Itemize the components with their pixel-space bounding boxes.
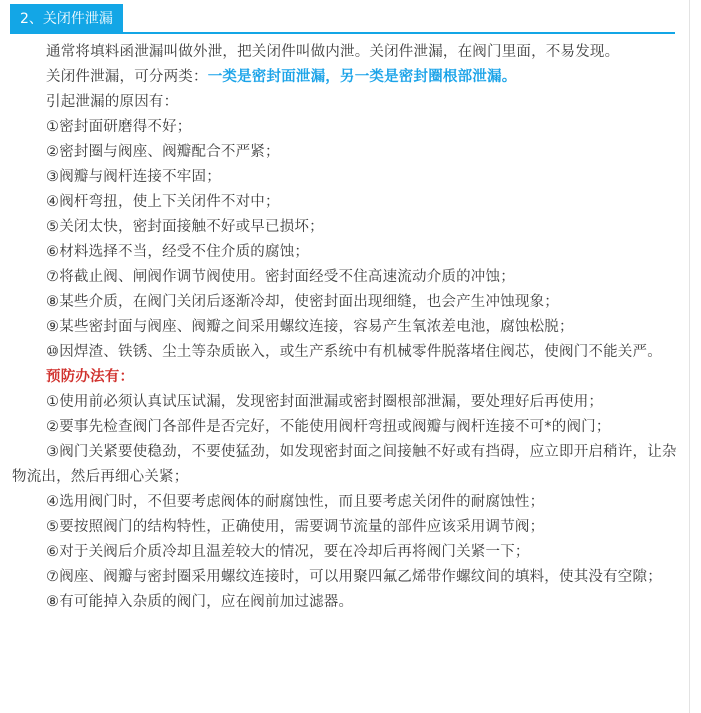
prevention-item: ⑦阀座、阀瓣与密封圈采用螺纹连接时，可以用聚四氟乙烯带作螺纹间的填料，使其没有空隙； <box>46 569 662 585</box>
prevention-item: ②要事先检查阀门各部件是否完好，不能使用阀杆弯扭或阀瓣与阀杆连接不可*的阀门； <box>46 419 611 435</box>
intro-paragraph: 通常将填料函泄漏叫做外泄，把关闭件叫做内泄。关闭件泄漏，在阀门里面，不易发现。 <box>46 44 620 60</box>
types-highlight: 一类是密封面泄漏，另一类是密封圈根部泄漏。 <box>207 69 517 85</box>
causes-title: 引起泄漏的原因有： <box>46 94 179 110</box>
cause-item: ⑩因焊渣、铁锈、尘土等杂质嵌入，或生产系统中有机械零件脱落堵住阀芯，使阀门不能关严。 <box>46 344 662 360</box>
prevention-item: ⑤要按照阀门的结构特性，正确使用，需要调节流量的部件应该采用调节阀； <box>46 519 545 535</box>
types-prefix: 关闭件泄漏，可分两类： <box>46 69 208 85</box>
prevention-item: ③阀门关紧要使稳劲，不要使猛劲，如发现密封面之间接触不好或有挡碍，应立即开启稍许，让杂物流出，然后再细心关紧； <box>12 444 677 485</box>
cause-item: ①密封面研磨得不好； <box>46 119 192 135</box>
cause-item: ⑨某些密封面与阀座、阀瓣之间采用螺纹连接，容易产生氧浓差电池，腐蚀松脱； <box>46 319 574 335</box>
cause-item: ⑦将截止阀、闸阀作调节阀使用。密封面经受不住高速流动介质的冲蚀； <box>46 269 515 285</box>
prevention-item: ①使用前必须认真试压试漏，发现密封面泄漏或密封圈根部泄漏，要处理好后再使用； <box>46 394 604 410</box>
cause-item: ⑧某些介质，在阀门关闭后逐渐冷却，使密封面出现细缝，也会产生冲蚀现象； <box>46 294 559 310</box>
cause-item: ④阀杆弯扭，使上下关闭件不对中； <box>46 194 280 210</box>
article-body <box>12 40 682 615</box>
content-border <box>689 0 690 713</box>
section-heading: 2、关闭件泄漏 <box>10 4 123 34</box>
cause-item: ③阀瓣与阀杆连接不牢固； <box>46 169 221 185</box>
prevention-item: ④选用阀门时，不但要考虑阀体的耐腐蚀性，而且要考虑关闭件的耐腐蚀性； <box>46 494 545 510</box>
prevention-title-text: 预防办法有： <box>46 369 135 385</box>
prevention-title <box>12 365 682 390</box>
section-header <box>10 4 675 34</box>
cause-item: ⑤关闭太快，密封面接触不好或早已损坏； <box>46 219 324 235</box>
prevention-item: ⑥对于关阀后介质冷却且温差较大的情况，要在冷却后再将阀门关紧一下； <box>46 544 530 560</box>
cause-item: ⑥材料选择不当，经受不住介质的腐蚀； <box>46 244 310 260</box>
cause-item: ②密封圈与阀座、阀瓣配合不严紧； <box>46 144 280 160</box>
prevention-item: ⑧有可能掉入杂质的阀门，应在阀前加过滤器。 <box>46 594 354 610</box>
types-paragraph <box>12 65 682 90</box>
